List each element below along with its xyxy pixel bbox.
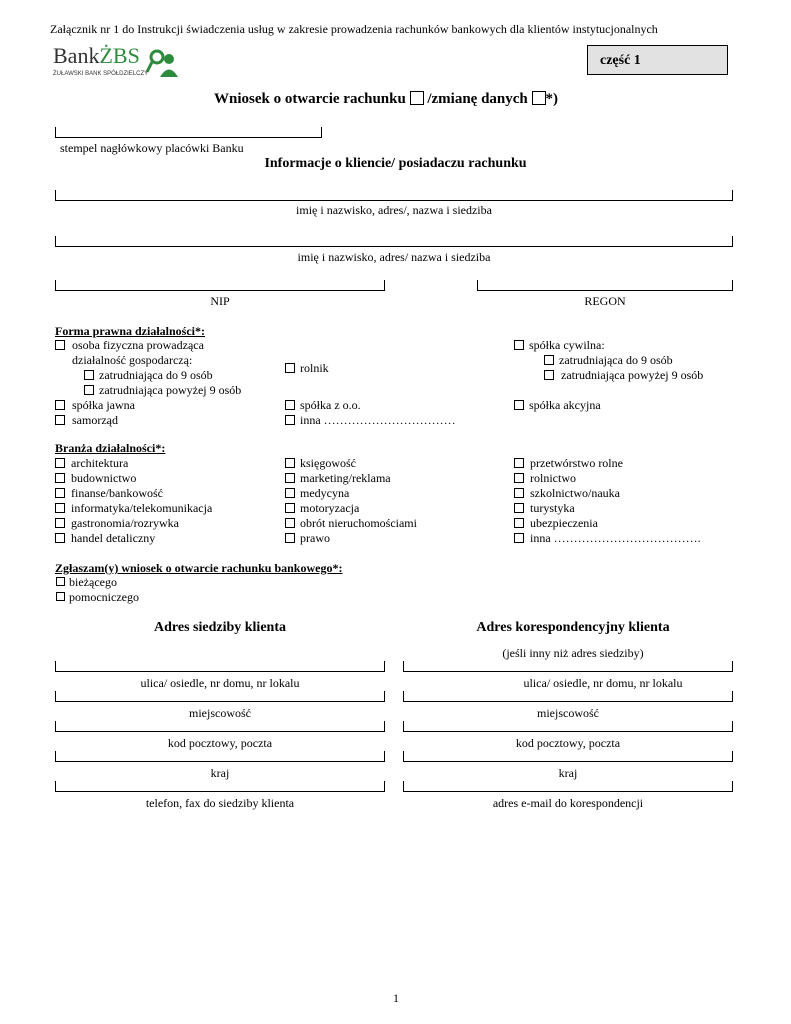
industry-label: marketing/reklama (300, 471, 391, 485)
stamp-field[interactable] (55, 127, 322, 138)
industry-label: ubezpieczenia (530, 516, 598, 530)
legal-sole-over9-checkbox[interactable] (84, 385, 94, 395)
industry-label: przetwórstwo rolne (530, 456, 623, 470)
industry-label: turystyka (530, 501, 575, 515)
legal-jawna-checkbox[interactable] (55, 400, 65, 410)
industry-checkbox[interactable] (285, 518, 295, 528)
legal-zoo-label: spółka z o.o. (300, 398, 361, 412)
client-info-heading: Informacje o kliencie/ posiadaczu rachunku (264, 156, 527, 171)
client-name-field-2[interactable] (55, 236, 733, 247)
regon-label: REGON (584, 294, 626, 308)
industry-label: gastronomia/rozrywka (71, 516, 179, 530)
corr-postal-field[interactable] (403, 721, 733, 732)
industry-heading: Branża działalności*: (55, 441, 166, 455)
corr-city-label: miejscowość (537, 706, 599, 720)
seat-street-field[interactable] (55, 661, 385, 672)
industry-checkbox[interactable] (55, 533, 65, 543)
nip-field[interactable] (55, 280, 385, 291)
legal-cywilna-checkbox[interactable] (514, 340, 524, 350)
logo-people-icon (145, 48, 179, 78)
industry-label: medycyna (300, 486, 350, 500)
legal-inna-checkbox[interactable] (285, 415, 295, 425)
stamp-label: stempel nagłówkowy placówki Banku (60, 141, 244, 155)
legal-sole-checkbox[interactable] (55, 340, 65, 350)
industry-checkbox[interactable] (285, 488, 295, 498)
industry-checkbox[interactable] (514, 533, 524, 543)
legal-sole-upto9-checkbox[interactable] (84, 370, 94, 380)
bank-logo (53, 44, 183, 84)
account-current-checkbox[interactable] (56, 577, 65, 586)
seat-phone-label: telefon, fax do siedziby klienta (145, 796, 295, 810)
legal-jawna-label: spółka jawna (72, 398, 135, 412)
page-number: 1 (393, 991, 399, 1005)
industry-label: motoryzacja (300, 501, 360, 515)
industry-label: finanse/bankowość (71, 486, 163, 500)
industry-checkbox[interactable] (55, 458, 65, 468)
client-name-label-1: imię i nazwisko, adres/, nazwa i siedziba (296, 203, 492, 217)
account-request-heading: Zgłaszam(y) wniosek o otwarcie rachunku bankowego*: (55, 561, 343, 575)
client-name-field-1[interactable] (55, 190, 733, 201)
corr-country-label: kraj (558, 766, 578, 780)
industry-col-2 (285, 456, 495, 546)
legal-cywilna-label: spółka cywilna: (529, 338, 605, 352)
industry-checkbox[interactable] (514, 473, 524, 483)
seat-phone-field[interactable] (55, 781, 385, 792)
corr-street-field[interactable] (403, 661, 733, 672)
legal-rolnik-label: rolnik (300, 361, 329, 375)
header-note: Załącznik nr 1 do Instrukcji świadczenia usług w zakresie prowadzenia rachunków bankowych dla klientów instytucjonalnych (50, 22, 658, 36)
industry-checkbox[interactable] (55, 473, 65, 483)
legal-rolnik-checkbox[interactable] (285, 363, 295, 373)
legal-samorzad-label: samorząd (72, 413, 118, 427)
corr-country-field[interactable] (403, 751, 733, 762)
legal-akcyjna-label: spółka akcyjna (529, 398, 601, 412)
industry-label: handel detaliczny (71, 531, 156, 545)
corr-city-field[interactable] (403, 691, 733, 702)
legal-sole-label-1: osoba fizyczna prowadząca (72, 338, 204, 352)
title-footnote: *) (545, 91, 559, 107)
industry-checkbox[interactable] (514, 458, 524, 468)
logo-subtitle: ŻUŁAWSKI BANK SPÓŁDZIELCZY (53, 71, 149, 77)
change-data-checkbox[interactable] (532, 91, 546, 105)
industry-label: inna ………………………………. (530, 531, 701, 545)
account-auxiliary-label: pomocniczego (69, 590, 139, 604)
industry-col-1 (55, 456, 265, 546)
legal-samorzad-checkbox[interactable] (55, 415, 65, 425)
address-corr-note: (jeśli inny niż adres siedziby) (502, 646, 644, 660)
industry-label: architektura (71, 456, 129, 470)
legal-zoo-checkbox[interactable] (285, 400, 295, 410)
seat-city-label: miejscowość (189, 706, 251, 720)
form-title (214, 89, 558, 108)
legal-cywilna-over9-label: zatrudniająca powyżej 9 osób (561, 368, 704, 382)
industry-checkbox[interactable] (514, 488, 524, 498)
industry-label: obrót nieruchomościami (300, 516, 417, 530)
nip-label: NIP (210, 294, 230, 308)
industry-checkbox[interactable] (285, 473, 295, 483)
industry-label: rolnictwo (530, 471, 576, 485)
legal-cywilna-over9-checkbox[interactable] (544, 370, 554, 380)
legal-sole-label-2: działalność gospodarczą: (72, 353, 193, 367)
industry-checkbox[interactable] (285, 503, 295, 513)
seat-street-label: ulica/ osiedle, nr domu, nr lokalu (140, 676, 300, 690)
part-label: część 1 (600, 53, 641, 68)
account-current-label: bieżącego (69, 575, 117, 589)
industry-checkbox[interactable] (285, 533, 295, 543)
title-change-data: /zmianę danych (427, 91, 528, 107)
industry-label: szkolnictwo/nauka (530, 486, 620, 500)
regon-field[interactable] (477, 280, 733, 291)
seat-postal-label: kod pocztowy, poczta (167, 736, 273, 750)
industry-checkbox[interactable] (55, 488, 65, 498)
industry-col-3 (514, 456, 744, 546)
client-name-label-2: imię i nazwisko, adres/ nazwa i siedziba (297, 250, 491, 264)
industry-checkbox[interactable] (285, 458, 295, 468)
open-account-checkbox[interactable] (410, 91, 424, 105)
corr-email-label: adres e-mail do korespondencji (492, 796, 644, 810)
industry-label: budownictwo (71, 471, 137, 485)
seat-country-label: kraj (210, 766, 230, 780)
legal-cywilna-upto9-checkbox[interactable] (544, 355, 554, 365)
legal-sole-upto9-label: zatrudniająca do 9 osób (99, 368, 213, 382)
corr-postal-label: kod pocztowy, poczta (515, 736, 621, 750)
address-corr-heading: Adres korespondencyjny klienta (476, 620, 670, 635)
title-open-account: Wniosek o otwarcie rachunku (214, 91, 406, 107)
address-seat-heading: Adres siedziby klienta (154, 620, 286, 635)
corr-street-label: ulica/ osiedle, nr domu, nr lokalu (523, 676, 683, 690)
legal-form-heading: Forma prawna działalności*: (55, 324, 205, 338)
seat-postal-field[interactable] (55, 721, 385, 732)
industry-checkbox[interactable] (514, 518, 524, 528)
industry-checkbox[interactable] (55, 518, 65, 528)
industry-label: księgowość (300, 456, 356, 470)
part-box (587, 45, 728, 75)
corr-email-field[interactable] (403, 781, 733, 792)
legal-akcyjna-checkbox[interactable] (514, 400, 524, 410)
legal-cywilna-upto9-label: zatrudniająca do 9 osób (559, 353, 673, 367)
logo-bank-word: BankŻBS (53, 43, 140, 68)
industry-checkbox[interactable] (514, 503, 524, 513)
industry-checkbox[interactable] (55, 503, 65, 513)
industry-label: prawo (300, 531, 330, 545)
legal-inna-label: inna …………………………… (300, 413, 456, 427)
seat-country-field[interactable] (55, 751, 385, 762)
legal-sole-over9-label: zatrudniająca powyżej 9 osób (99, 383, 242, 397)
industry-label: informatyka/telekomunikacja (71, 501, 213, 515)
seat-city-field[interactable] (55, 691, 385, 702)
account-auxiliary-checkbox[interactable] (56, 592, 65, 601)
